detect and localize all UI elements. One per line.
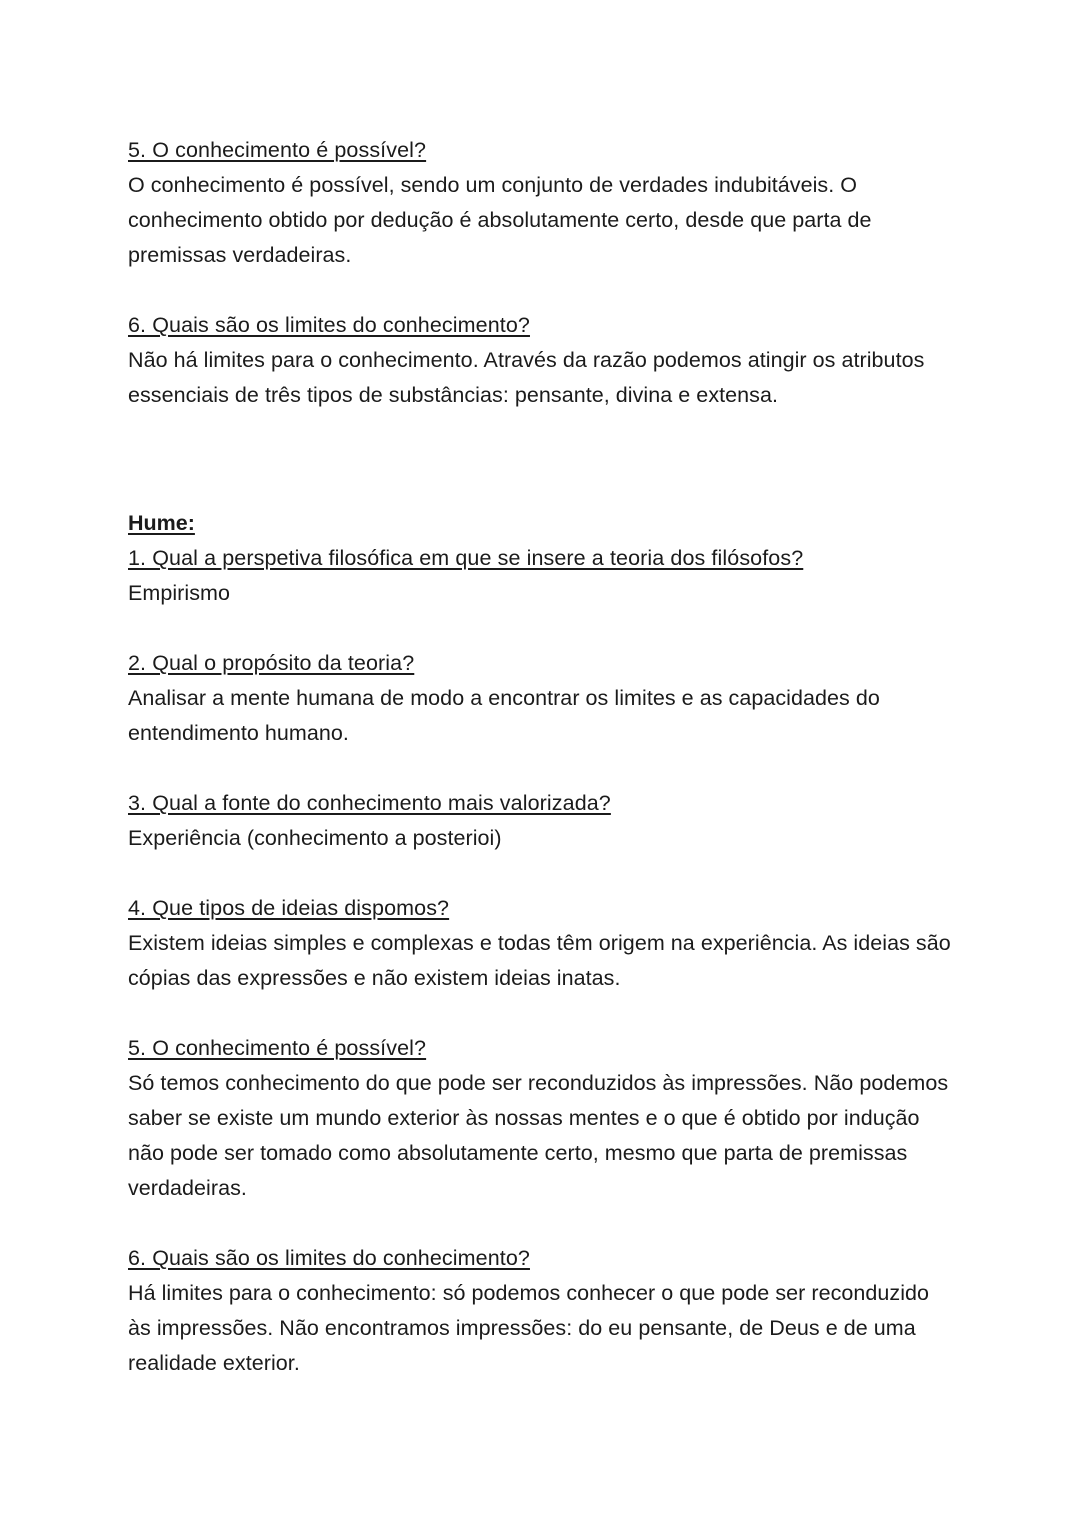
question-heading-hume-3: 3. Qual a fonte do conhecimento mais valorizada? — [128, 791, 611, 815]
answer-text-hume-1: Empirismo — [128, 581, 230, 605]
paragraph-spacer — [128, 996, 952, 1031]
qa-block-hume-q2 — [128, 646, 952, 751]
qa-block-hume-q6 — [128, 1241, 952, 1381]
document-body — [128, 133, 957, 1381]
qa-block-descartes-q6 — [128, 308, 952, 413]
qa-block-hume-q1 — [128, 541, 952, 611]
answer-text-descartes-6: Não há limites para o conhecimento. Através da razão podemos atingir os atributos essenciais de três tipos de substâncias: pensante, divina e extensa. — [128, 348, 931, 407]
question-heading-hume-6: 6. Quais são os limites do conhecimento? — [128, 1246, 530, 1270]
answer-text-hume-5: Só temos conhecimento do que pode ser reconduzidos às impressões. Não podemos saber se existe um mundo exterior às nossas mentes e o que é obtido por indução não pode ser tomado como absolutamente certo, mesmo que parta de premissas verdadeiras. — [128, 1071, 955, 1200]
section-title-hume: Hume: — [128, 511, 195, 535]
paragraph-spacer — [128, 1206, 952, 1241]
answer-text-hume-4: Existem ideias simples e complexas e todas têm origem na experiência. As ideias são cópias das expressões e não existem ideias inatas. — [128, 931, 957, 990]
question-heading-descartes-6: 6. Quais são os limites do conhecimento? — [128, 313, 530, 337]
question-heading-descartes-5: 5. O conhecimento é possível? — [128, 138, 427, 162]
paragraph-spacer — [128, 611, 952, 646]
question-heading-hume-1: 1. Qual a perspetiva filosófica em que se insere a teoria dos filósofos? — [128, 546, 804, 570]
question-heading-hume-5: 5. O conhecimento é possível? — [128, 1036, 427, 1060]
answer-text-hume-2: Analisar a mente humana de modo a encontrar os limites e as capacidades do entendimento humano. — [128, 686, 886, 745]
paragraph-spacer — [128, 856, 952, 891]
answer-text-hume-6: Há limites para o conhecimento: só podemos conhecer o que pode ser reconduzido às impressões. Não encontramos impressões: do eu pensante, de Deus e de uma realidade exterior. — [128, 1281, 936, 1375]
qa-block-hume-q4 — [128, 891, 957, 996]
section-spacer — [128, 413, 952, 506]
answer-text-descartes-5: O conhecimento é possível, sendo um conjunto de verdades indubitáveis. O conhecimento obtido por dedução é absolutamente certo, desde que parta de premissas verdadeiras. — [128, 173, 878, 267]
paragraph-spacer — [128, 273, 952, 308]
question-heading-hume-2: 2. Qual o propósito da teoria? — [128, 651, 415, 675]
paragraph-spacer — [128, 751, 952, 786]
question-heading-hume-4: 4. Que tipos de ideias dispomos? — [128, 896, 450, 920]
qa-block-hume-q3 — [128, 786, 952, 856]
qa-block-descartes-q5 — [128, 133, 952, 273]
qa-block-hume-q5 — [128, 1031, 955, 1206]
answer-text-hume-3: Experiência (conhecimento a posterioi) — [128, 826, 502, 850]
